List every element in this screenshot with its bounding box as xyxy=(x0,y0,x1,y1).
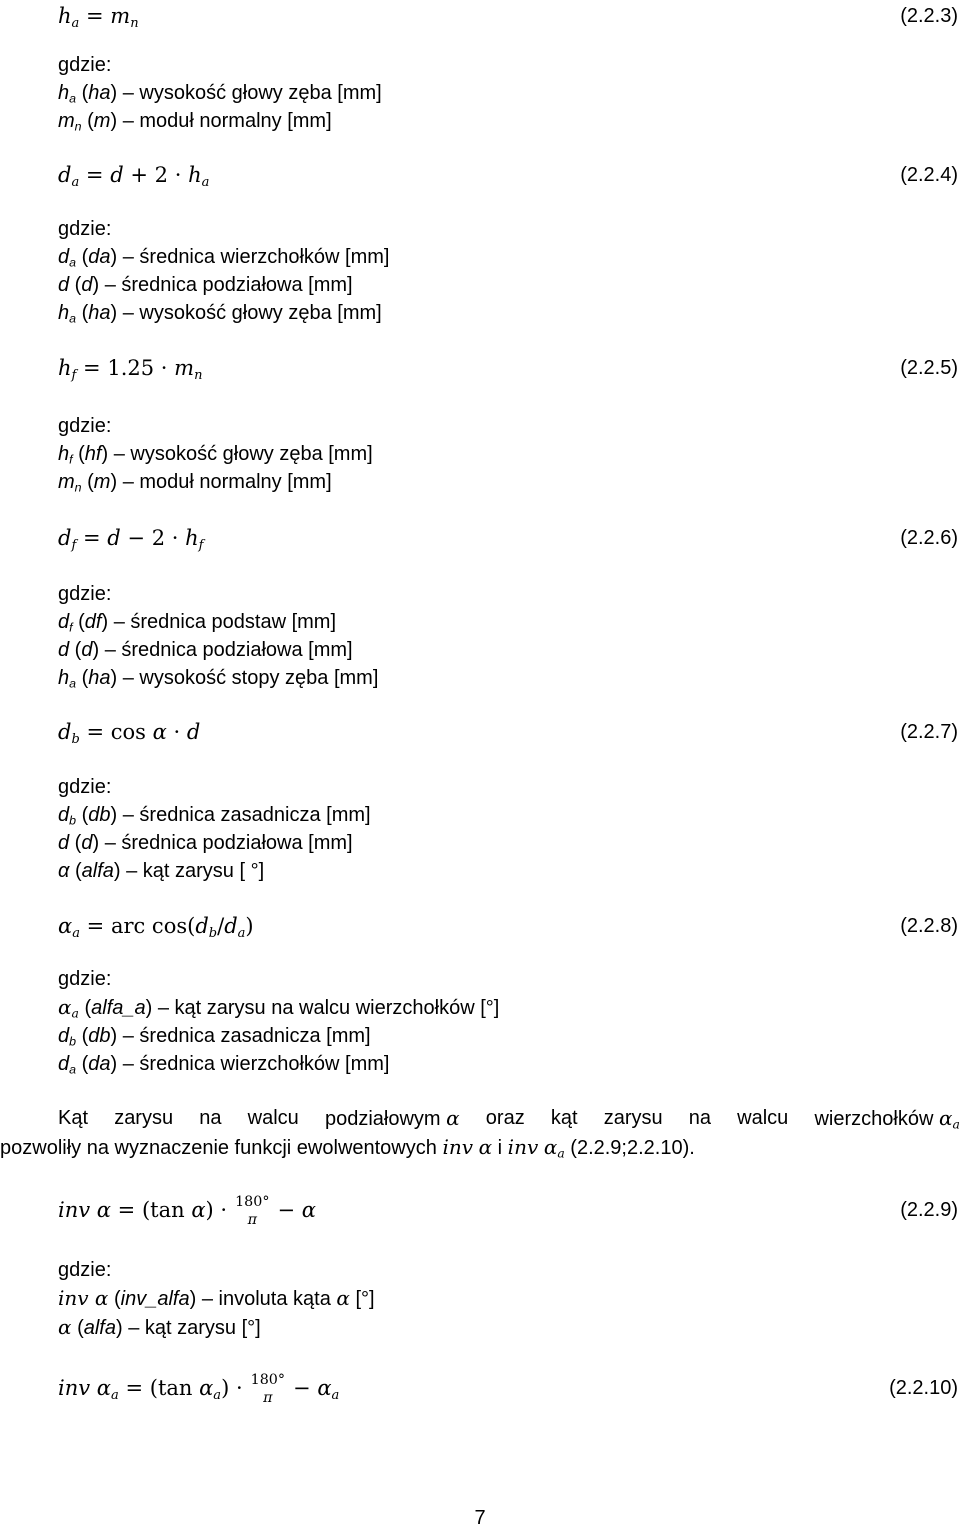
equation-2-2-7 xyxy=(58,716,960,748)
equation-number: (2.2.5) xyxy=(900,357,958,379)
legend-item: d (d) – średnica podziałowa [mm] xyxy=(58,639,353,661)
legend-2-2-6 xyxy=(58,580,960,692)
legend-item: $\alpha_a$ (alfa_a) – kąt zarysu na walcu wierzchołków [°] xyxy=(58,995,500,1021)
equation-2-2-10 xyxy=(58,1366,960,1410)
legend-label: gdzie: xyxy=(58,415,112,437)
legend-item: $d_a$ (da) – średnica wierzchołków [mm] xyxy=(58,1053,390,1077)
legend-item: d (d) – średnica podziałowa [mm] xyxy=(58,274,353,296)
equation-number: (2.2.4) xyxy=(900,164,958,186)
legend-item: $d_b$ (db) – średnica zasadnicza [mm] xyxy=(58,804,371,828)
equation-number: (2.2.3) xyxy=(900,5,958,27)
legend-label: gdzie: xyxy=(58,1259,112,1281)
legend-item: $h_a$ (ha) – wysokość stopy zęba [mm] xyxy=(58,667,379,691)
equation-expression: $d_a = d + 2 \cdot h_a$ xyxy=(58,163,210,190)
legend-2-2-5 xyxy=(58,412,960,496)
equation-expression: $h_a = m_n$ xyxy=(58,4,139,31)
equation-2-2-9 xyxy=(58,1188,960,1232)
equation-expression: $d_b = \cos \alpha \cdot d$ xyxy=(58,720,201,747)
fraction: 180° π xyxy=(250,1372,286,1406)
legend-2-2-8 xyxy=(58,965,960,1078)
equation-2-2-6 xyxy=(58,522,960,554)
fraction: 180° π xyxy=(235,1194,270,1228)
equation-number: (2.2.9) xyxy=(900,1199,958,1221)
legend-label: gdzie: xyxy=(58,54,112,76)
legend-item: α (alfa) – kąt zarysu [ °] xyxy=(58,860,265,882)
equation-number: (2.2.7) xyxy=(900,721,958,743)
legend-item: $d_f$ (df) – średnica podstaw [mm] xyxy=(58,611,337,635)
legend-2-2-9 xyxy=(58,1256,960,1342)
legend-label: gdzie: xyxy=(58,776,112,798)
equation-2-2-3 xyxy=(58,0,960,32)
legend-label: gdzie: xyxy=(58,968,112,990)
legend-item: $h_f$ (hf) – wysokość głowy zęba [mm] xyxy=(58,443,373,467)
legend-item: $m_n$ (m) – moduł normalny [mm] xyxy=(58,471,332,495)
legend-item: $d_b$ (db) – średnica zasadnicza [mm] xyxy=(58,1025,371,1049)
legend-item: $h_a$ (ha) – wysokość głowy zęba [mm] xyxy=(58,302,382,326)
equation-number: (2.2.10) xyxy=(889,1377,958,1399)
paragraph-line-1: Kąt zarysu na walcu podziałowym α oraz kąt zarysu na walcu wierzchołków $\alpha_a$ xyxy=(58,1106,960,1132)
equation-expression: $h_f = 1.25 \cdot m_n$ xyxy=(58,356,203,383)
equation-expression: $d_f = d - 2 \cdot h_f$ xyxy=(58,526,204,553)
legend-item: $d_a$ (da) – średnica wierzchołków [mm] xyxy=(58,246,390,270)
legend-2-2-3 xyxy=(58,51,960,135)
legend-item: inv α (inv_alfa) – involuta kąta α [°] xyxy=(58,1286,375,1310)
paragraph xyxy=(0,1104,960,1162)
page-number: 7 xyxy=(474,1507,486,1529)
legend-label: gdzie: xyxy=(58,583,112,605)
legend-2-2-7 xyxy=(58,773,960,885)
equation-expression: inv α = (tan α) · 180° π − α xyxy=(58,1194,316,1228)
equation-2-2-8 xyxy=(58,910,960,942)
equation-expression: inv $\alpha_a = (\tan$ $\alpha_a$) · 180° π − $\alpha_a$ xyxy=(58,1372,340,1406)
legend-2-2-4 xyxy=(58,215,960,327)
legend-item: d (d) – średnica podziałowa [mm] xyxy=(58,832,353,854)
equation-expression: $\alpha_a$ = arc $\cos(d_b/d_a)$ xyxy=(58,914,254,941)
equation-number: (2.2.8) xyxy=(900,915,958,937)
equation-number: (2.2.6) xyxy=(900,527,958,549)
equation-2-2-4 xyxy=(58,159,960,191)
legend-label: gdzie: xyxy=(58,218,112,240)
paragraph-line-2: pozwoliły na wyznaczenie funkcji ewolwentowych inv α i inv $\alpha_a$ (2.2.9;2.2.10). xyxy=(0,1135,695,1161)
legend-item: $m_n$ (m) – moduł normalny [mm] xyxy=(58,110,332,134)
equation-2-2-5 xyxy=(58,352,960,384)
legend-item: $h_a$ (ha) – wysokość głowy zęba [mm] xyxy=(58,82,382,106)
legend-item: α (alfa) – kąt zarysu [°] xyxy=(58,1315,261,1339)
